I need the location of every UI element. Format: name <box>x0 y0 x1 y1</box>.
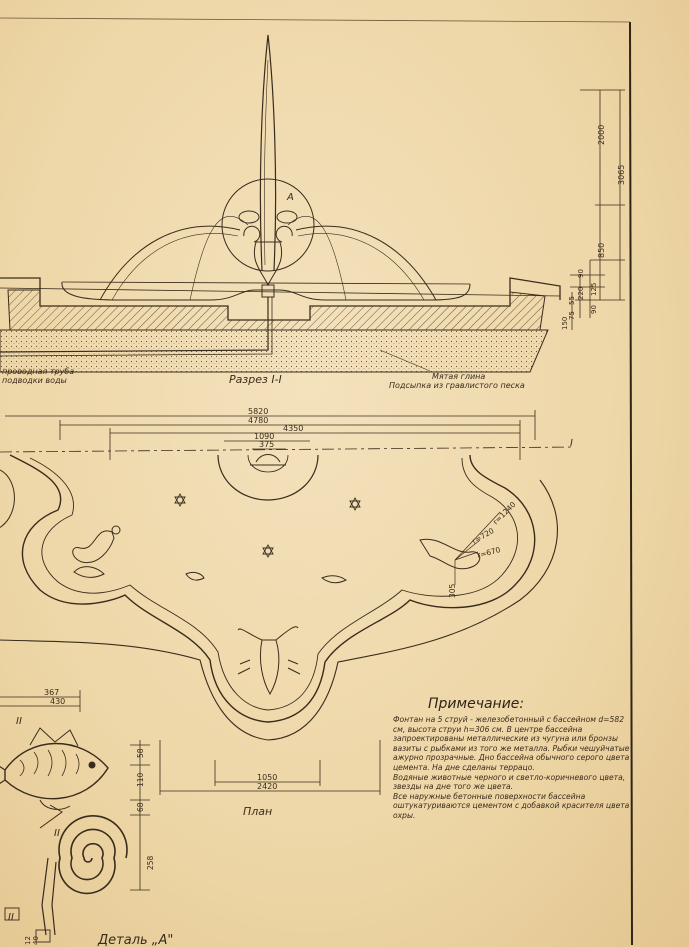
spiral-detail <box>59 816 127 894</box>
concrete-hatch <box>8 290 545 330</box>
radius-670: r=670 <box>476 545 502 560</box>
dim-2000: 2000 <box>597 124 606 145</box>
detail-a-circle <box>222 179 314 271</box>
bottom-stars <box>175 494 360 557</box>
dim-125: 125 <box>590 282 598 296</box>
detail-a-marker: А <box>287 192 294 203</box>
note-paragraph: Фонтан на 5 струй - железобетонный с бассейном d=582 см, высота струи h=306 см. В центре бассейна запроектированы металлические из чугуна или бронзы вазиты с рыбками из того же металла. Рыбки чешуйчатые ажурно прозрачные. Дно бассейна обычного серого цвета цемента. На дне сделаны террацо. <box>393 715 630 772</box>
dim-305: 305 <box>448 583 457 598</box>
dim-4780: 4780 <box>248 416 269 425</box>
pipe-label-2: подводки воды <box>2 376 67 385</box>
detail-dims <box>0 690 150 890</box>
fish-detail <box>0 728 108 809</box>
dim-58: 58 <box>136 748 145 758</box>
dim-375: 375 <box>259 440 275 449</box>
sea-creatures <box>73 455 480 695</box>
section-title: Разрез I-I <box>229 373 282 386</box>
dim-90: 90 <box>577 269 585 278</box>
radius-1240: r=1240 <box>491 499 518 527</box>
dim-55: 55 <box>568 296 576 305</box>
dim-90b: 90 <box>590 305 598 314</box>
dim-220: 220 <box>577 286 585 300</box>
detail-title: Деталь „А" <box>98 933 174 947</box>
soil-label-gravel: Подсыпка из гравлистого песка <box>389 381 525 390</box>
dim-68: 68 <box>136 802 145 812</box>
section-view <box>0 35 560 320</box>
dim-850: 850 <box>597 242 606 258</box>
soil-label-clay: Мятая глина <box>432 372 486 381</box>
section-mark-II-top: II <box>16 716 22 727</box>
dim-1090: 1090 <box>254 432 275 441</box>
section-mark-right: I <box>570 438 573 449</box>
radius-720: r=720 <box>470 526 496 546</box>
dim-1050: 1050 <box>257 773 278 782</box>
dim-367: 367 <box>44 688 60 697</box>
section-mark-II-bottom: II <box>8 912 14 923</box>
pipe-label-1: проводная труба <box>2 367 75 376</box>
dim-40: 40 <box>32 936 40 945</box>
note-title: Примечание: <box>428 696 525 712</box>
dim-150: 150 <box>561 316 569 330</box>
dim-5820: 5820 <box>248 407 269 416</box>
dim-110: 110 <box>136 772 145 787</box>
dim-12: 12 <box>24 936 32 945</box>
dim-258: 258 <box>146 855 155 870</box>
section-mark-II-mid: II <box>54 828 60 839</box>
plan-dimensions <box>0 410 575 460</box>
plan-title: План <box>243 805 273 818</box>
dim-4350: 4350 <box>283 424 304 433</box>
dim-430: 430 <box>50 697 66 706</box>
dim-3065: 3065 <box>617 164 626 185</box>
note-paragraph: Водяные животные черного и светло-коричневого цвета, звезды на дне того же цвета. <box>393 772 626 792</box>
dim-75: 75 <box>568 311 576 320</box>
note-paragraph: Все наружные бетонные поверхности бассейна оштукатуриваются цементом с добавкой красителя цвета охры. <box>393 791 630 820</box>
dim-2420: 2420 <box>257 782 278 791</box>
note-body <box>393 715 633 821</box>
